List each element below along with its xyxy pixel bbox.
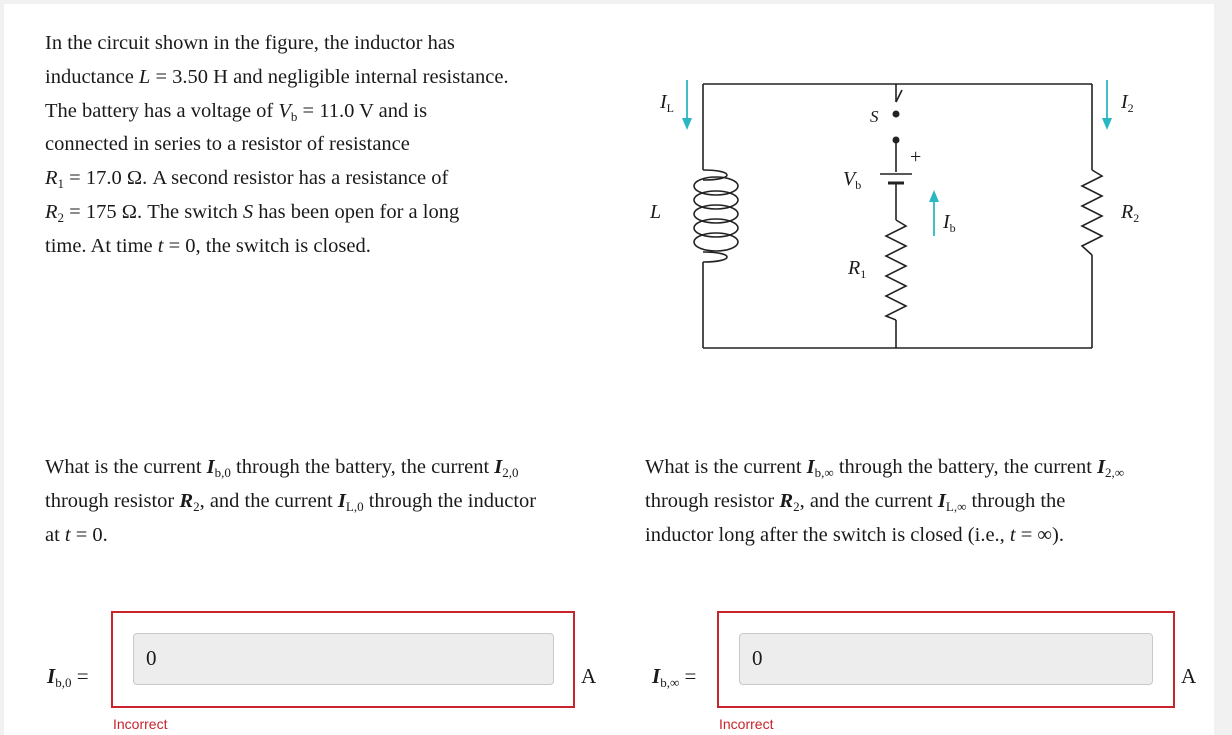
intro-line: connected in series to a resistor of resistance <box>45 133 410 156</box>
answer-1-box <box>111 611 575 708</box>
resistor-r2 <box>1082 170 1102 255</box>
switch-contact-bottom <box>893 137 900 144</box>
intro-line: In the circuit shown in the figure, the inductor has <box>45 32 455 54</box>
answer-1-label: $I_{b,0}$ = <box>47 664 89 690</box>
intro-line: time. At time t = 0, the switch is closed. <box>45 234 371 257</box>
label-plus: + <box>910 146 922 168</box>
q1-line: at t = 0. <box>45 523 108 546</box>
intro-line: inductance L = 3.50 H and negligible internal resistance. <box>45 65 509 88</box>
switch-contact-top <box>893 111 900 118</box>
label-r2: $R_2$ <box>1121 201 1140 225</box>
answer-2-feedback: Incorrect <box>719 716 774 732</box>
q1-line: What is the current $I_{b,0}$ through the battery, the current $I_{2,0}$ <box>45 456 519 480</box>
inductor-coil <box>694 170 738 262</box>
answer-2-label: $I_{b,\infty}$ = <box>652 664 697 690</box>
answer-1-unit: A <box>581 664 597 688</box>
intro-line: The battery has a voltage of $V_b = 11.0$ V and is <box>45 99 428 124</box>
q2-line: What is the current $I_{b,\infty}$ through the battery, the current $I_{2,\infty}$ <box>645 456 1125 480</box>
resistor-r1 <box>886 220 906 320</box>
question-2 <box>645 451 1225 552</box>
q2-line: through resistor $R_2$, and the current $I_{L,\infty}$ through the <box>645 489 1066 514</box>
label-vb: $V_b$ <box>843 168 862 192</box>
circuit-diagram <box>640 70 1160 370</box>
answer-1-input[interactable]: 0 <box>133 633 554 685</box>
intro-line: $R_1 = 17.0$ Ω. A second resistor has a resistance of <box>45 167 449 192</box>
label-ib: $I_b$ <box>943 211 956 235</box>
answer-1-feedback: Incorrect <box>113 716 168 732</box>
label-s: S <box>870 107 879 126</box>
label-i2: $I_2$ <box>1121 91 1134 115</box>
arrow-i2 <box>1102 80 1112 130</box>
answer-2-unit: A <box>1181 664 1197 688</box>
label-il: $I_L$ <box>660 91 675 115</box>
label-r1: $R_1$ <box>848 257 867 281</box>
arrow-il <box>682 80 692 130</box>
switch-blade <box>896 90 902 102</box>
q2-line: inductor long after the switch is closed (i.e., t = ∞). <box>645 523 1065 546</box>
answer-2-box <box>717 611 1175 708</box>
q1-line: through resistor $R_2$, and the current $I_{L,0}$ through the inductor <box>45 489 537 514</box>
intro-line: $R_2 = 175$ Ω. The switch S has been open for a long <box>45 200 460 225</box>
problem-statement <box>45 27 605 264</box>
arrow-ib <box>929 190 939 236</box>
question-1 <box>45 451 625 552</box>
label-l: L <box>650 201 662 223</box>
answer-2-input[interactable]: 0 <box>739 633 1153 685</box>
